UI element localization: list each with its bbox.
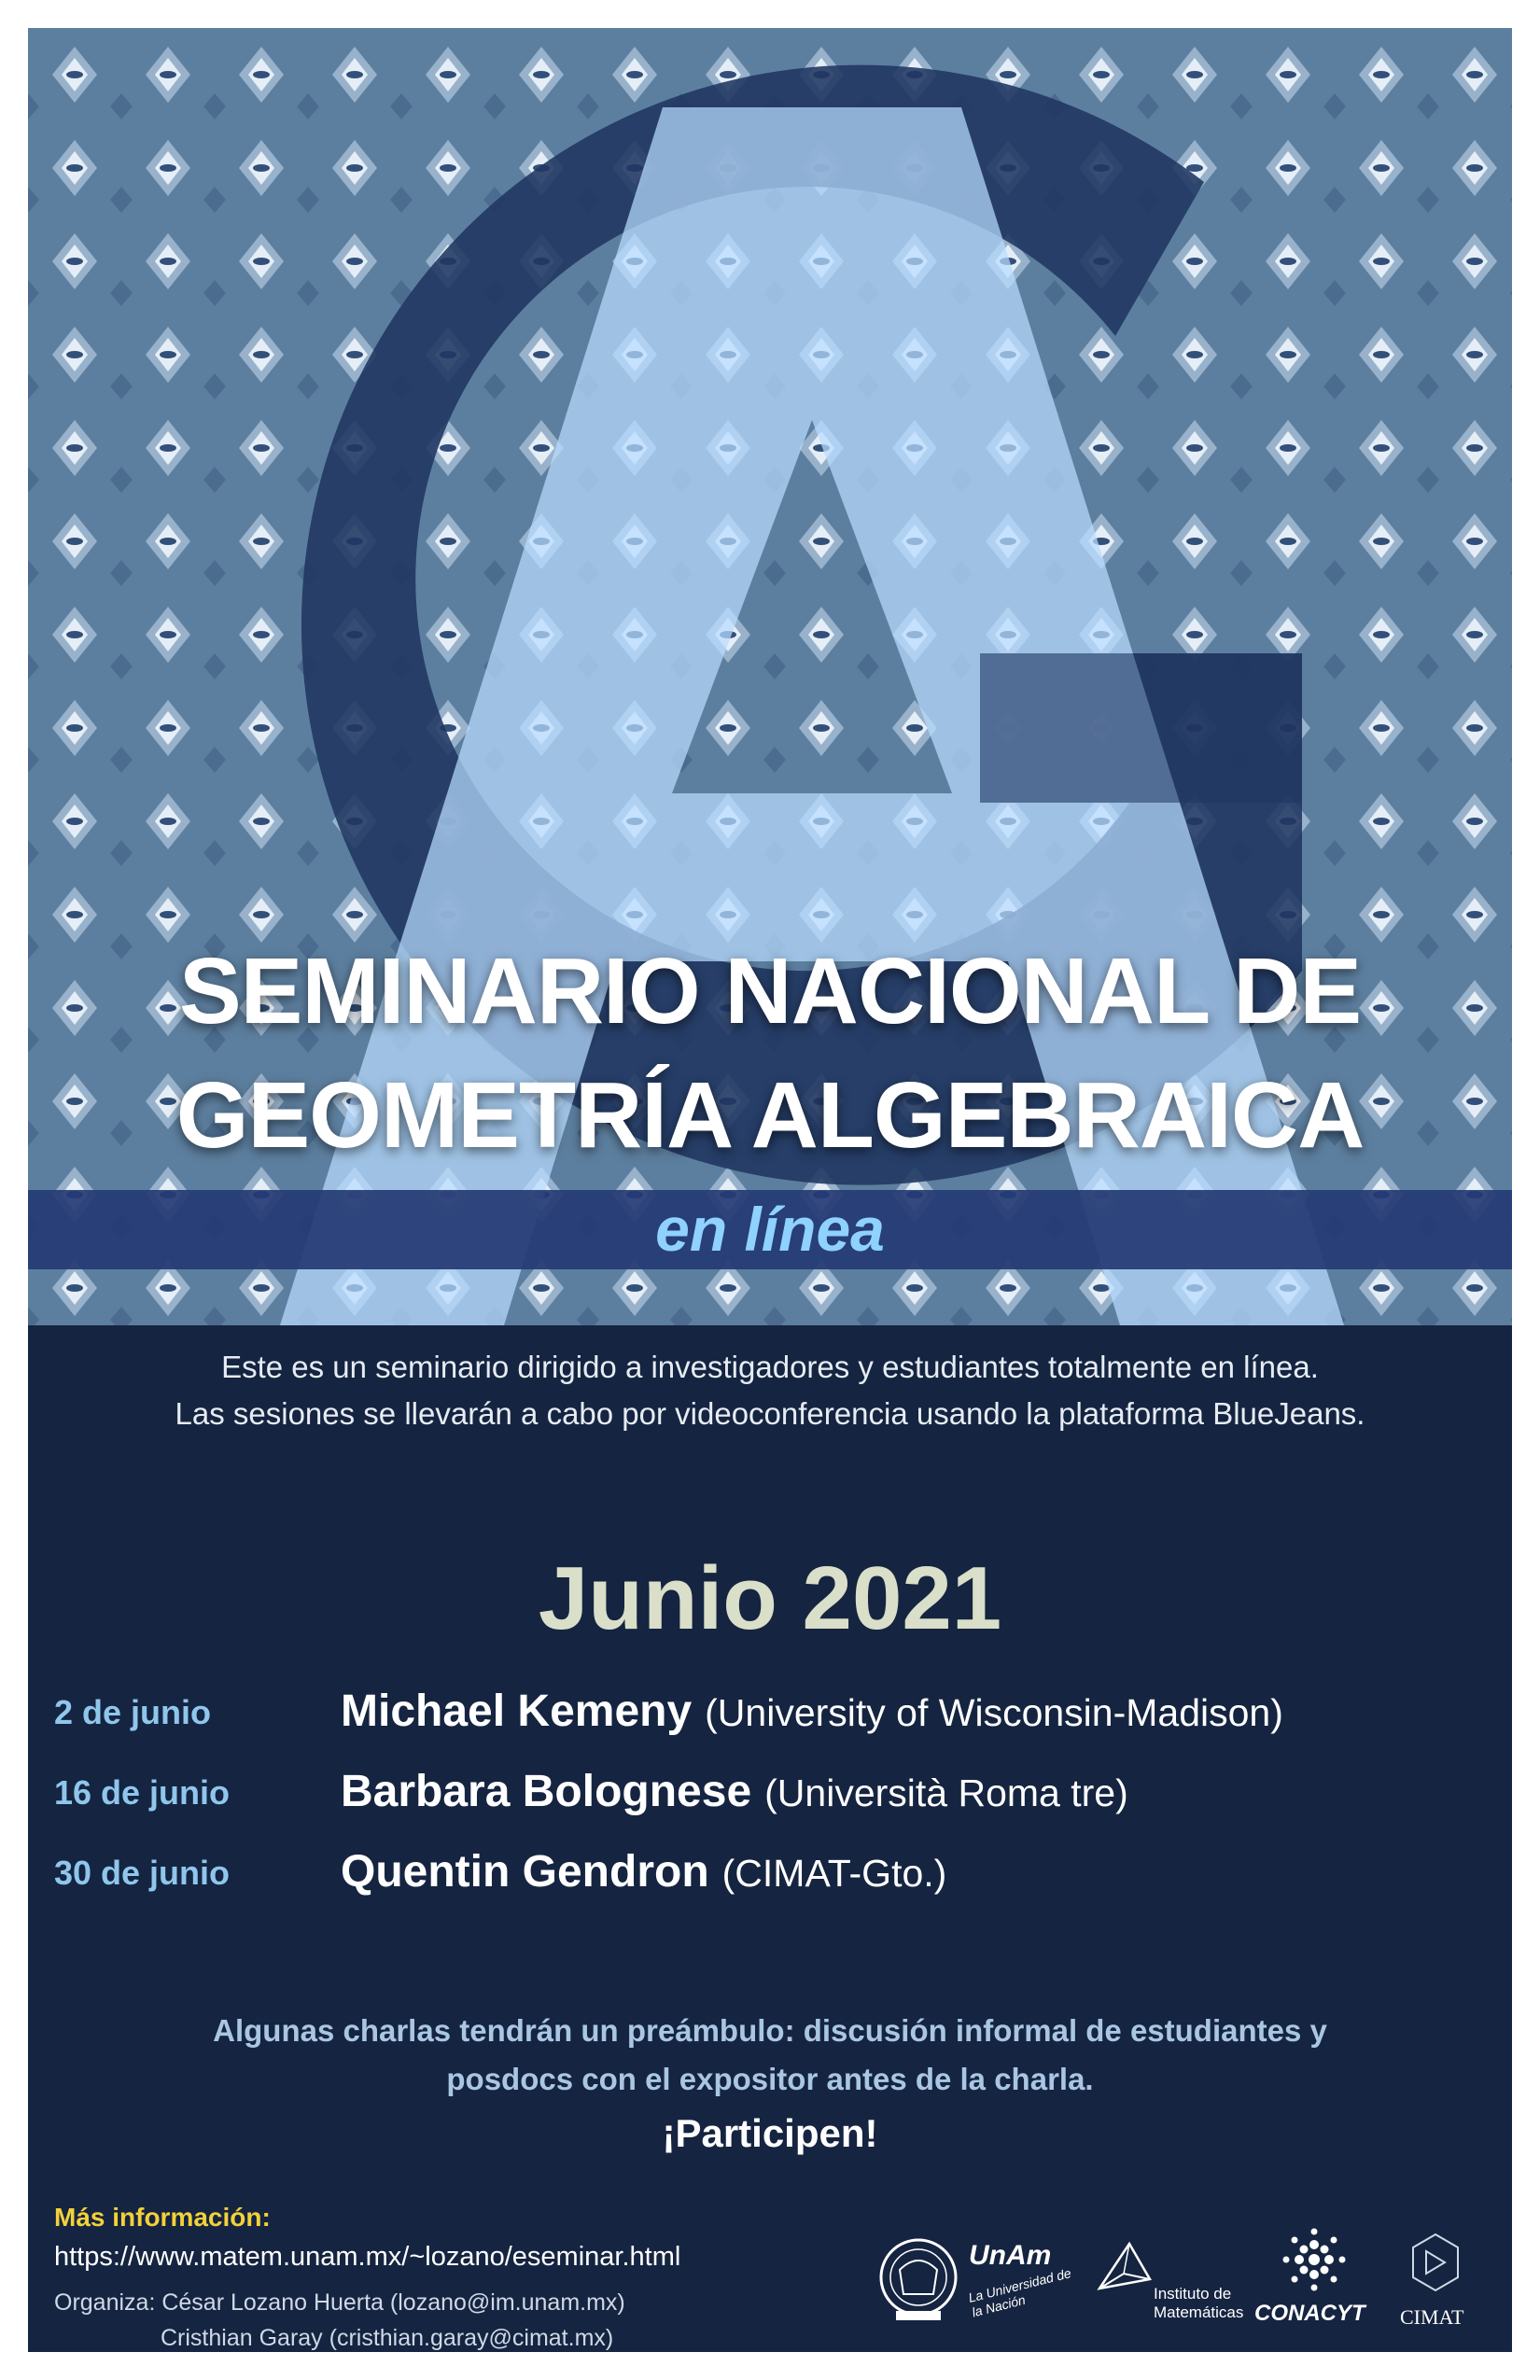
talk-speaker: Barbara Bolognese (341, 1767, 752, 1816)
cimat-logo (1400, 2231, 1464, 2329)
talk-institution: (University of Wisconsin-Madison) (705, 1691, 1283, 1734)
subtitle: en línea (655, 1195, 885, 1264)
talk-institution: (Università Roma tre) (764, 1771, 1128, 1814)
im-line-1: Instituto de (1154, 2285, 1232, 2303)
conacyt-dots-icon (1283, 2229, 1346, 2291)
unam-slogan-wordmark: UnAm (969, 2240, 1052, 2271)
talk-institution: (CIMAT-Gto.) (721, 1852, 947, 1895)
unam-slogan-text: La Universidad de la Nación (966, 2265, 1073, 2320)
organizer-1: César Lozano Huerta (lozano@im.unam.mx) (161, 2289, 625, 2316)
more-info-label: Más información: (54, 2203, 271, 2232)
note-line-2: posdocs con el expositor antes de la charla. (446, 2062, 1094, 2096)
talk-date: 30 de junio (54, 1854, 231, 1892)
im-line-2: Matemáticas (1154, 2303, 1244, 2321)
schedule-month: Junio 2021 (538, 1548, 1002, 1648)
talk-date: 16 de junio (54, 1773, 231, 1812)
more-info-link[interactable]: https://www.matem.unam.mx/~lozano/eseminar.html (54, 2242, 681, 2272)
intro-text (28, 1344, 1512, 1437)
cimat-wordmark: CIMAT (1400, 2305, 1464, 2329)
intro-line-1: Este es un seminario dirigido a investigadores y estudiantes totalmente en línea. (221, 1350, 1319, 1384)
title-line-1: SEMINARIO NACIONAL DE (178, 939, 1362, 1043)
talk-row (28, 1766, 1512, 1822)
note-line-1: Algunas charlas tendrán un preámbulo: discusión informal de estudiantes y (213, 2013, 1327, 2048)
hero-artwork (28, 28, 1512, 1325)
organizer-2: Cristhian Garay (cristhian.garay@cimat.mx) (161, 2325, 614, 2351)
conacyt-wordmark: CONACYT (1254, 2301, 1365, 2326)
preamble-note (28, 2007, 1512, 2104)
organizers (54, 2285, 625, 2352)
talk-row (28, 1686, 1512, 1742)
talk-speaker: Quentin Gendron (341, 1847, 709, 1897)
unam-slogan-logo (966, 2240, 1076, 2333)
talk-speaker: Michael Kemeny (341, 1687, 693, 1736)
intro-line-2: Las sesiones se llevarán a cabo por videoconferencia usando la plataforma BlueJeans. (175, 1396, 1365, 1431)
call-to-action: ¡Participen! (662, 2111, 878, 2155)
talk-row (28, 1846, 1512, 1902)
organizers-label: Organiza: (54, 2289, 156, 2316)
conacyt-logo (1254, 2226, 1370, 2326)
poster (28, 28, 1512, 2352)
title-line-2: GEOMETRÍA ALGEBRAICA (175, 1063, 1365, 1168)
instituto-matematicas-logo (1092, 2233, 1244, 2321)
talk-date: 2 de junio (54, 1693, 212, 1731)
unam-seal-logo (877, 2233, 959, 2326)
